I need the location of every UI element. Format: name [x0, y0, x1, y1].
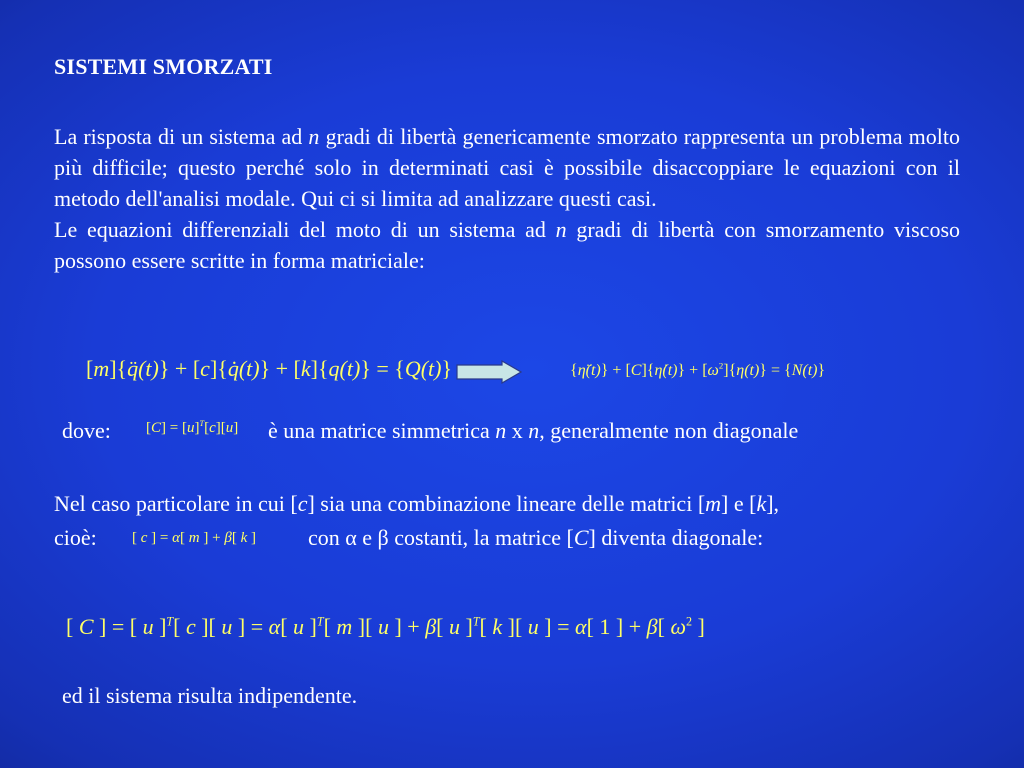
- right-arrow-icon: [456, 360, 522, 384]
- cioe-description: con α e β costanti, la matrice [C] diventa diagonale:: [308, 525, 764, 550]
- equation-definition: $[C] = [u]^T[c][u]$: [146, 419, 239, 436]
- conclusion-text: ed il sistema risulta indipendente.: [62, 683, 358, 708]
- intro-paragraph-2: Le equazioni differenziali del moto di un sistema ad n gradi di libertà con smorzamento viscoso possono essere scritte in forma matriciale:: [54, 217, 961, 273]
- equation-diagonal: [ C ] = [ u ]$^T$[ c ][ u ] = α[ u ]$^T$[ m ][ u ] + β[ u ]$^T$[ k ][ u ] = α[ 1 ] + β[ $\omega^2$ ]: [66, 614, 705, 639]
- cioe-label: cioè:: [54, 525, 97, 550]
- intro-paragraph-1: La risposta di un sistema ad n gradi di libertà genericamente smorzato rappresenta un problema molto più difficile; questo perché solo in determinati casi è possibile disaccoppiare le equazioni con il metodo dell'analisi modale. Qui ci si limita ad analizzare questi casi.: [54, 124, 960, 211]
- dove-label: dove:: [62, 418, 111, 443]
- dove-description: è una matrice simmetrica n x n, generalmente non diagonale: [268, 418, 799, 443]
- slide-title: SISTEMI SMORZATI: [54, 54, 273, 79]
- equation-combination: [ c ] = α[ m ] + β[ k ]: [132, 530, 256, 546]
- equation-modal: {η̈(t)} + [C]{η̇(t)} + $[\omega^2]\{\eta(t)\} = \{N(t)\}$: [570, 360, 826, 379]
- equation-motion: [m]{q̈(t)} + [c]{q̇(t)} + [k]{q(t)} = {Q(t)}: [86, 356, 453, 381]
- intro-text: [54, 121, 960, 276]
- particular-case-text: [54, 488, 960, 519]
- particular-case-line: Nel caso particolare in cui [c] sia una combinazione lineare delle matrici [m] e [k],: [54, 491, 780, 516]
